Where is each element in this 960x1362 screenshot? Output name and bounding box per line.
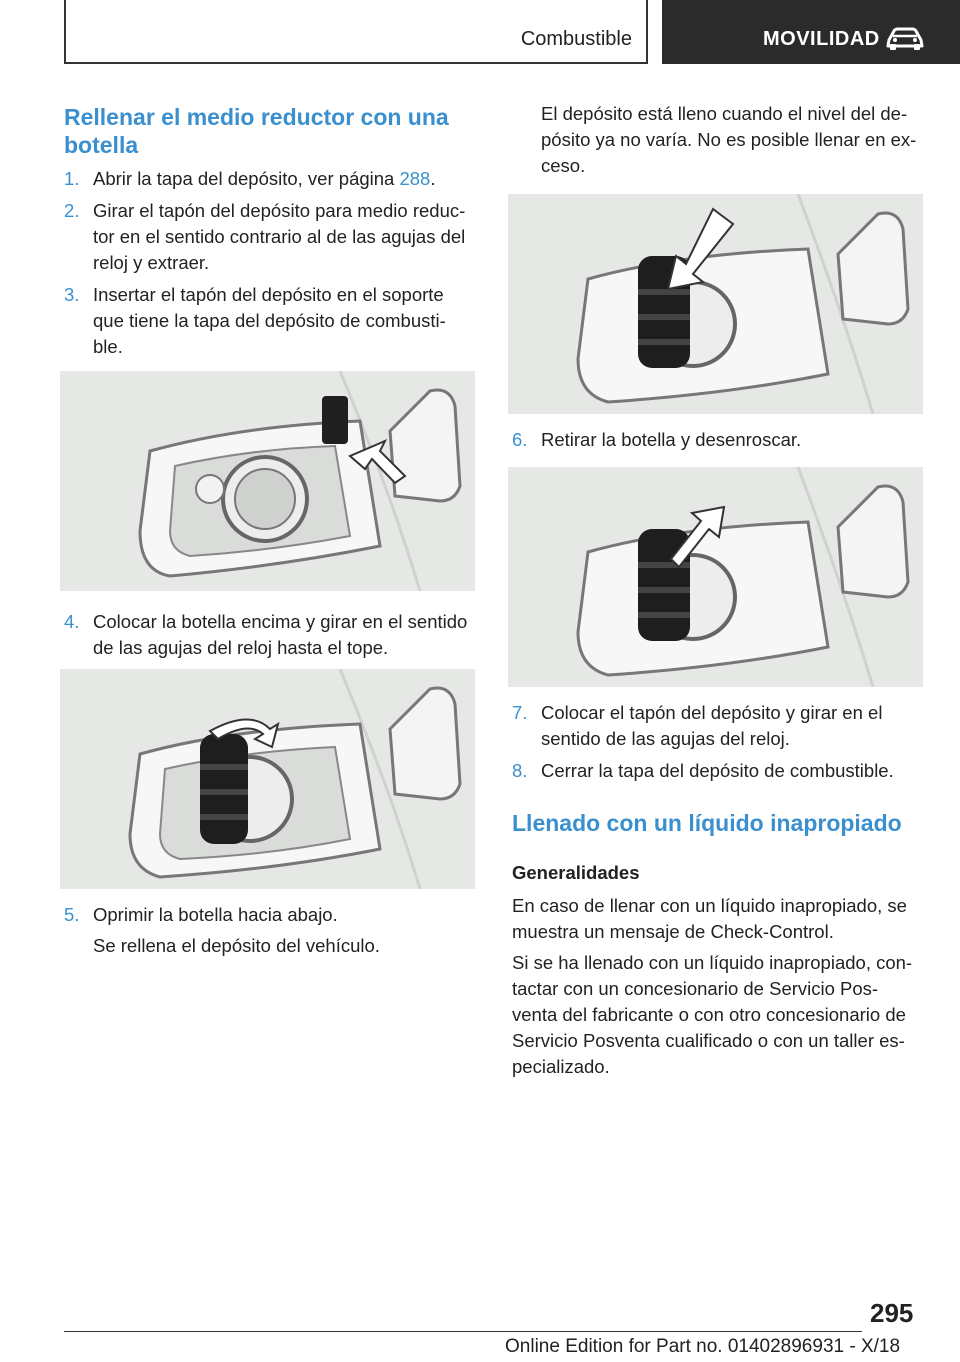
footer-divider [64,1331,862,1332]
step-line: Girar el tapón del depósito para medio reduc- [93,200,466,221]
paragraph [512,950,932,1080]
illustration-bottle-inserted [508,194,923,414]
page-number: 295 [870,1298,914,1328]
step-line: tor en el sentido contrario al de las agujas del [93,226,466,247]
header-section-box [64,0,648,64]
illustration-insert-cap [60,371,475,591]
step-line: sentido de las agujas del reloj. [541,728,790,749]
illustration-rotate-bottle [60,669,475,889]
subheading: Generalidades [512,862,640,883]
para-line: El depósito está lleno cuando el nivel del de- [541,103,908,124]
para-line: En caso de llenar con un líquido inapropiado, se [512,895,907,916]
chapter-title: MOVILIDAD [763,28,880,50]
para-line: muestra un mensaje de Check-Control. [512,921,834,942]
step-text [93,198,483,276]
illustration-remove-bottle [508,467,923,687]
step-number: 5. [64,904,80,925]
step-line: Retirar la botella y desenroscar. [541,429,802,450]
paragraph [512,893,932,945]
step-line: ble. [93,336,123,357]
step-line-end: . [430,168,436,189]
step-line: Oprimir la botella hacia abajo. [93,904,338,925]
step-text [93,282,483,360]
step-note: Se rellena el depósito del vehículo. [93,935,380,956]
step-line: Colocar la botella encima y girar en el sentido [93,611,468,632]
step-line: reloj y extraer. [93,252,210,273]
step-line: Abrir la tapa del depósito, ver página [93,168,400,189]
step-line: Insertar el tapón del depósito en el soporte [93,284,444,305]
heading-line: Rellenar el medio reductor con una [64,104,449,130]
step-line: Cerrar la tapa del depósito de combustible. [541,760,894,781]
section-title: Combustible [520,28,632,50]
step-text [93,609,483,661]
step-text [541,700,931,752]
para-line: pecializado. [512,1056,610,1077]
para-line: pósito ya no varía. No es posible llenar en ex- [541,129,917,150]
header-chapter-box [662,0,960,64]
step-number: 3. [64,284,80,305]
step-number: 7. [512,702,528,723]
para-line: ceso. [541,155,586,176]
car-icon [885,26,925,52]
page-link[interactable]: 288 [399,168,431,189]
step-number: 6. [512,429,528,450]
step-number: 1. [64,168,80,189]
step-text [541,758,931,784]
step-number: 4. [64,611,80,632]
step-text [541,427,931,453]
step-text [93,166,483,192]
step-text [93,902,483,928]
step-number: 2. [64,200,80,221]
footer-edition: Online Edition for Part no. 01402896931 - X/18 [505,1336,901,1357]
para-line: tactar con un concesionario de Servicio Pos- [512,978,879,999]
step-line: Colocar el tapón del depósito y girar en el [541,702,883,723]
section-heading [64,103,484,159]
para-line: venta del fabricante o con otro concesionario de [512,1004,906,1025]
para-line: Si se ha llenado con un líquido inapropiado, con- [512,952,913,973]
heading-line: botella [64,132,139,158]
step-line: de las agujas del reloj hasta el tope. [93,637,389,658]
step-number: 8. [512,760,528,781]
section-heading: Llenado con un líquido inapropiado [512,810,902,836]
para-line: Servicio Posventa cualificado o con un taller es- [512,1030,905,1051]
intro-paragraph [541,101,931,179]
step-line: que tiene la tapa del depósito de combusti- [93,310,446,331]
